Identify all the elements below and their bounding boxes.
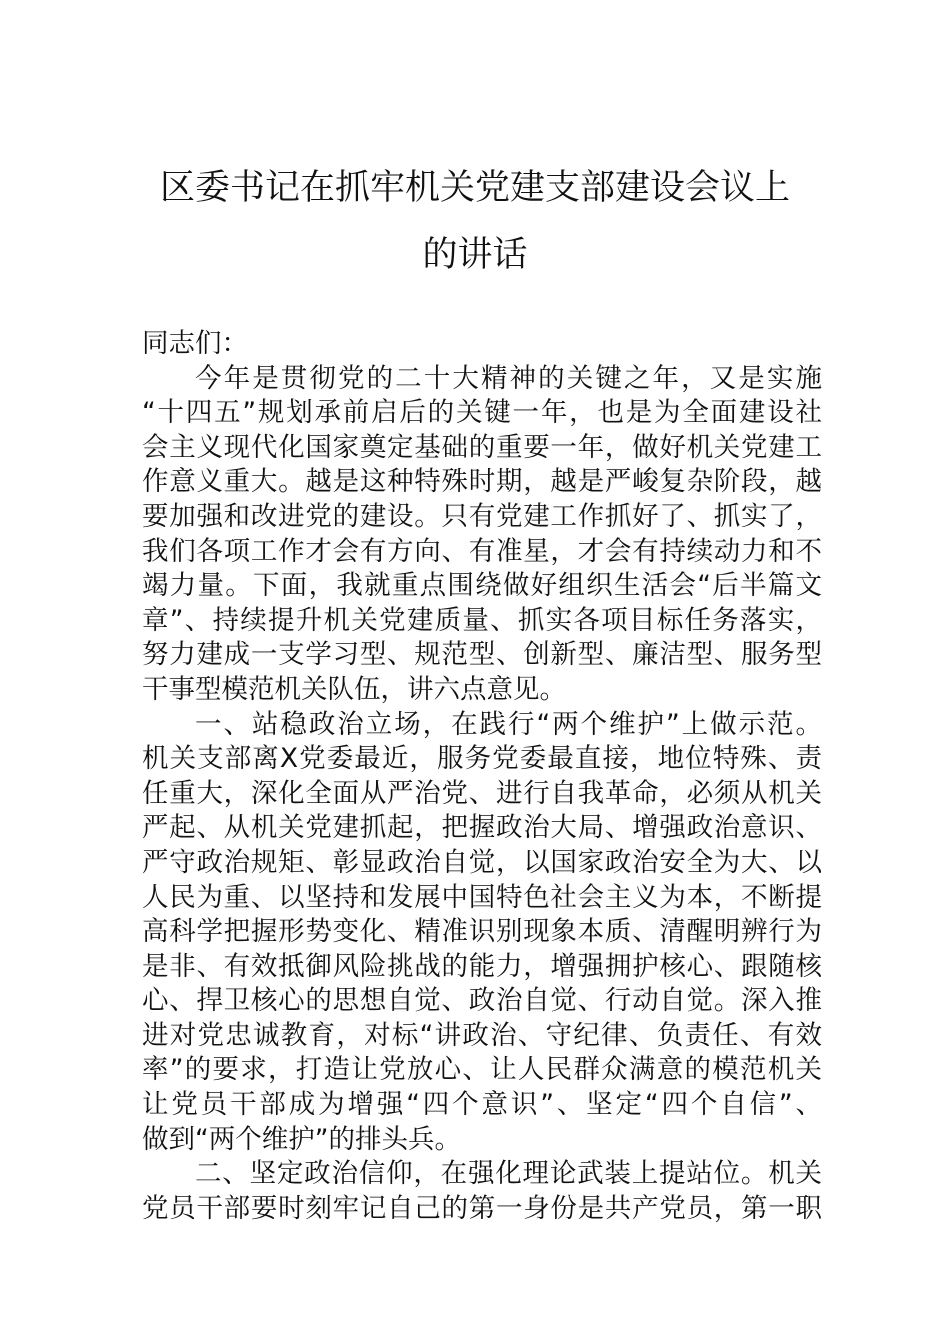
document-title-line-2: 的讲话 [422,235,528,275]
paragraph-1-line: 章”、持续提升机关党建质量、抓实各项目标任务落实， [142,604,822,636]
paragraph-1-line: 作意义重大。越是这种特殊时期，越是严峻复杂阶段，越 [142,466,822,498]
paragraph-2-line: 一、站稳政治立场，在践行“两个维护”上做示范。 [195,708,822,740]
paragraph-3-line: 二、坚定政治信仰，在强化理论武装上提站位。机关 [195,1158,822,1190]
salutation: 同志们： [142,328,248,359]
paragraph-1-line: 努力建成一支学习型、规范型、创新型、廉洁型、服务型 [142,639,822,671]
paragraph-1-line: 会主义现代化国家奠定基础的重要一年，做好机关党建工 [142,431,822,463]
document-title-line-1: 区委书记在抓牢机关党建支部建设会议上 [159,168,790,208]
paragraph-3-line: 党员干部要时刻牢记自己的第一身份是共产党员，第一职 [142,1192,822,1224]
paragraph-1-line: 今年是贯彻党的二十大精神的关键之年，又是实施 [195,362,822,394]
paragraph-2-line: 严守政治规矩、彰显政治自觉，以国家政治安全为大、以 [142,846,822,878]
paragraph-1-line: 我们各项工作才会有方向、有准星，才会有持续动力和不 [142,535,822,567]
paragraph-2-line: 做到“两个维护”的排头兵。 [142,1123,461,1155]
paragraph-2-line: 严起、从机关党建抓起，把握政治大局、增强政治意识、 [142,812,822,844]
document-body [142,327,822,1226]
paragraph-2-line: 让党员干部成为增强“四个意识”、坚定“四个自信”、 [142,1089,822,1121]
paragraph-2-line: 率”的要求，打造让党放心、让人民群众满意的模范机关 [142,1054,822,1086]
paragraph-2-line: 是非、有效抵御风险挑战的能力，增强拥护核心、跟随核 [142,950,822,982]
paragraph-1-line: 干事型模范机关队伍，讲六点意见。 [142,673,566,705]
paragraph-2-line: 高科学把握形势变化、精准识别现象本质、清醒明辨行为 [142,916,822,948]
paragraph-2-line: 机关支部离X党委最近，服务党委最直接，地位特殊、责 [142,743,822,775]
paragraph-2-line: 人民为重、以坚持和发展中国特色社会主义为本，不断提 [142,881,822,913]
paragraph-1-line: 要加强和改进党的建设。只有党建工作抓好了、抓实了， [142,500,822,532]
paragraph-1-line: 竭力量。下面，我就重点围绕做好组织生活会“后半篇文 [142,570,822,602]
paragraph-2-line: 进对党忠诚教育，对标“讲政治、守纪律、负责任、有效 [142,1019,822,1051]
paragraph-2-line: 任重大，深化全面从严治党、进行自我革命，必须从机关 [142,777,822,809]
paragraph-2-line: 心、捍卫核心的思想自觉、政治自觉、行动自觉。深入推 [142,985,822,1017]
paragraph-1-line: “十四五”规划承前启后的关键一年，也是为全面建设社 [142,397,822,429]
